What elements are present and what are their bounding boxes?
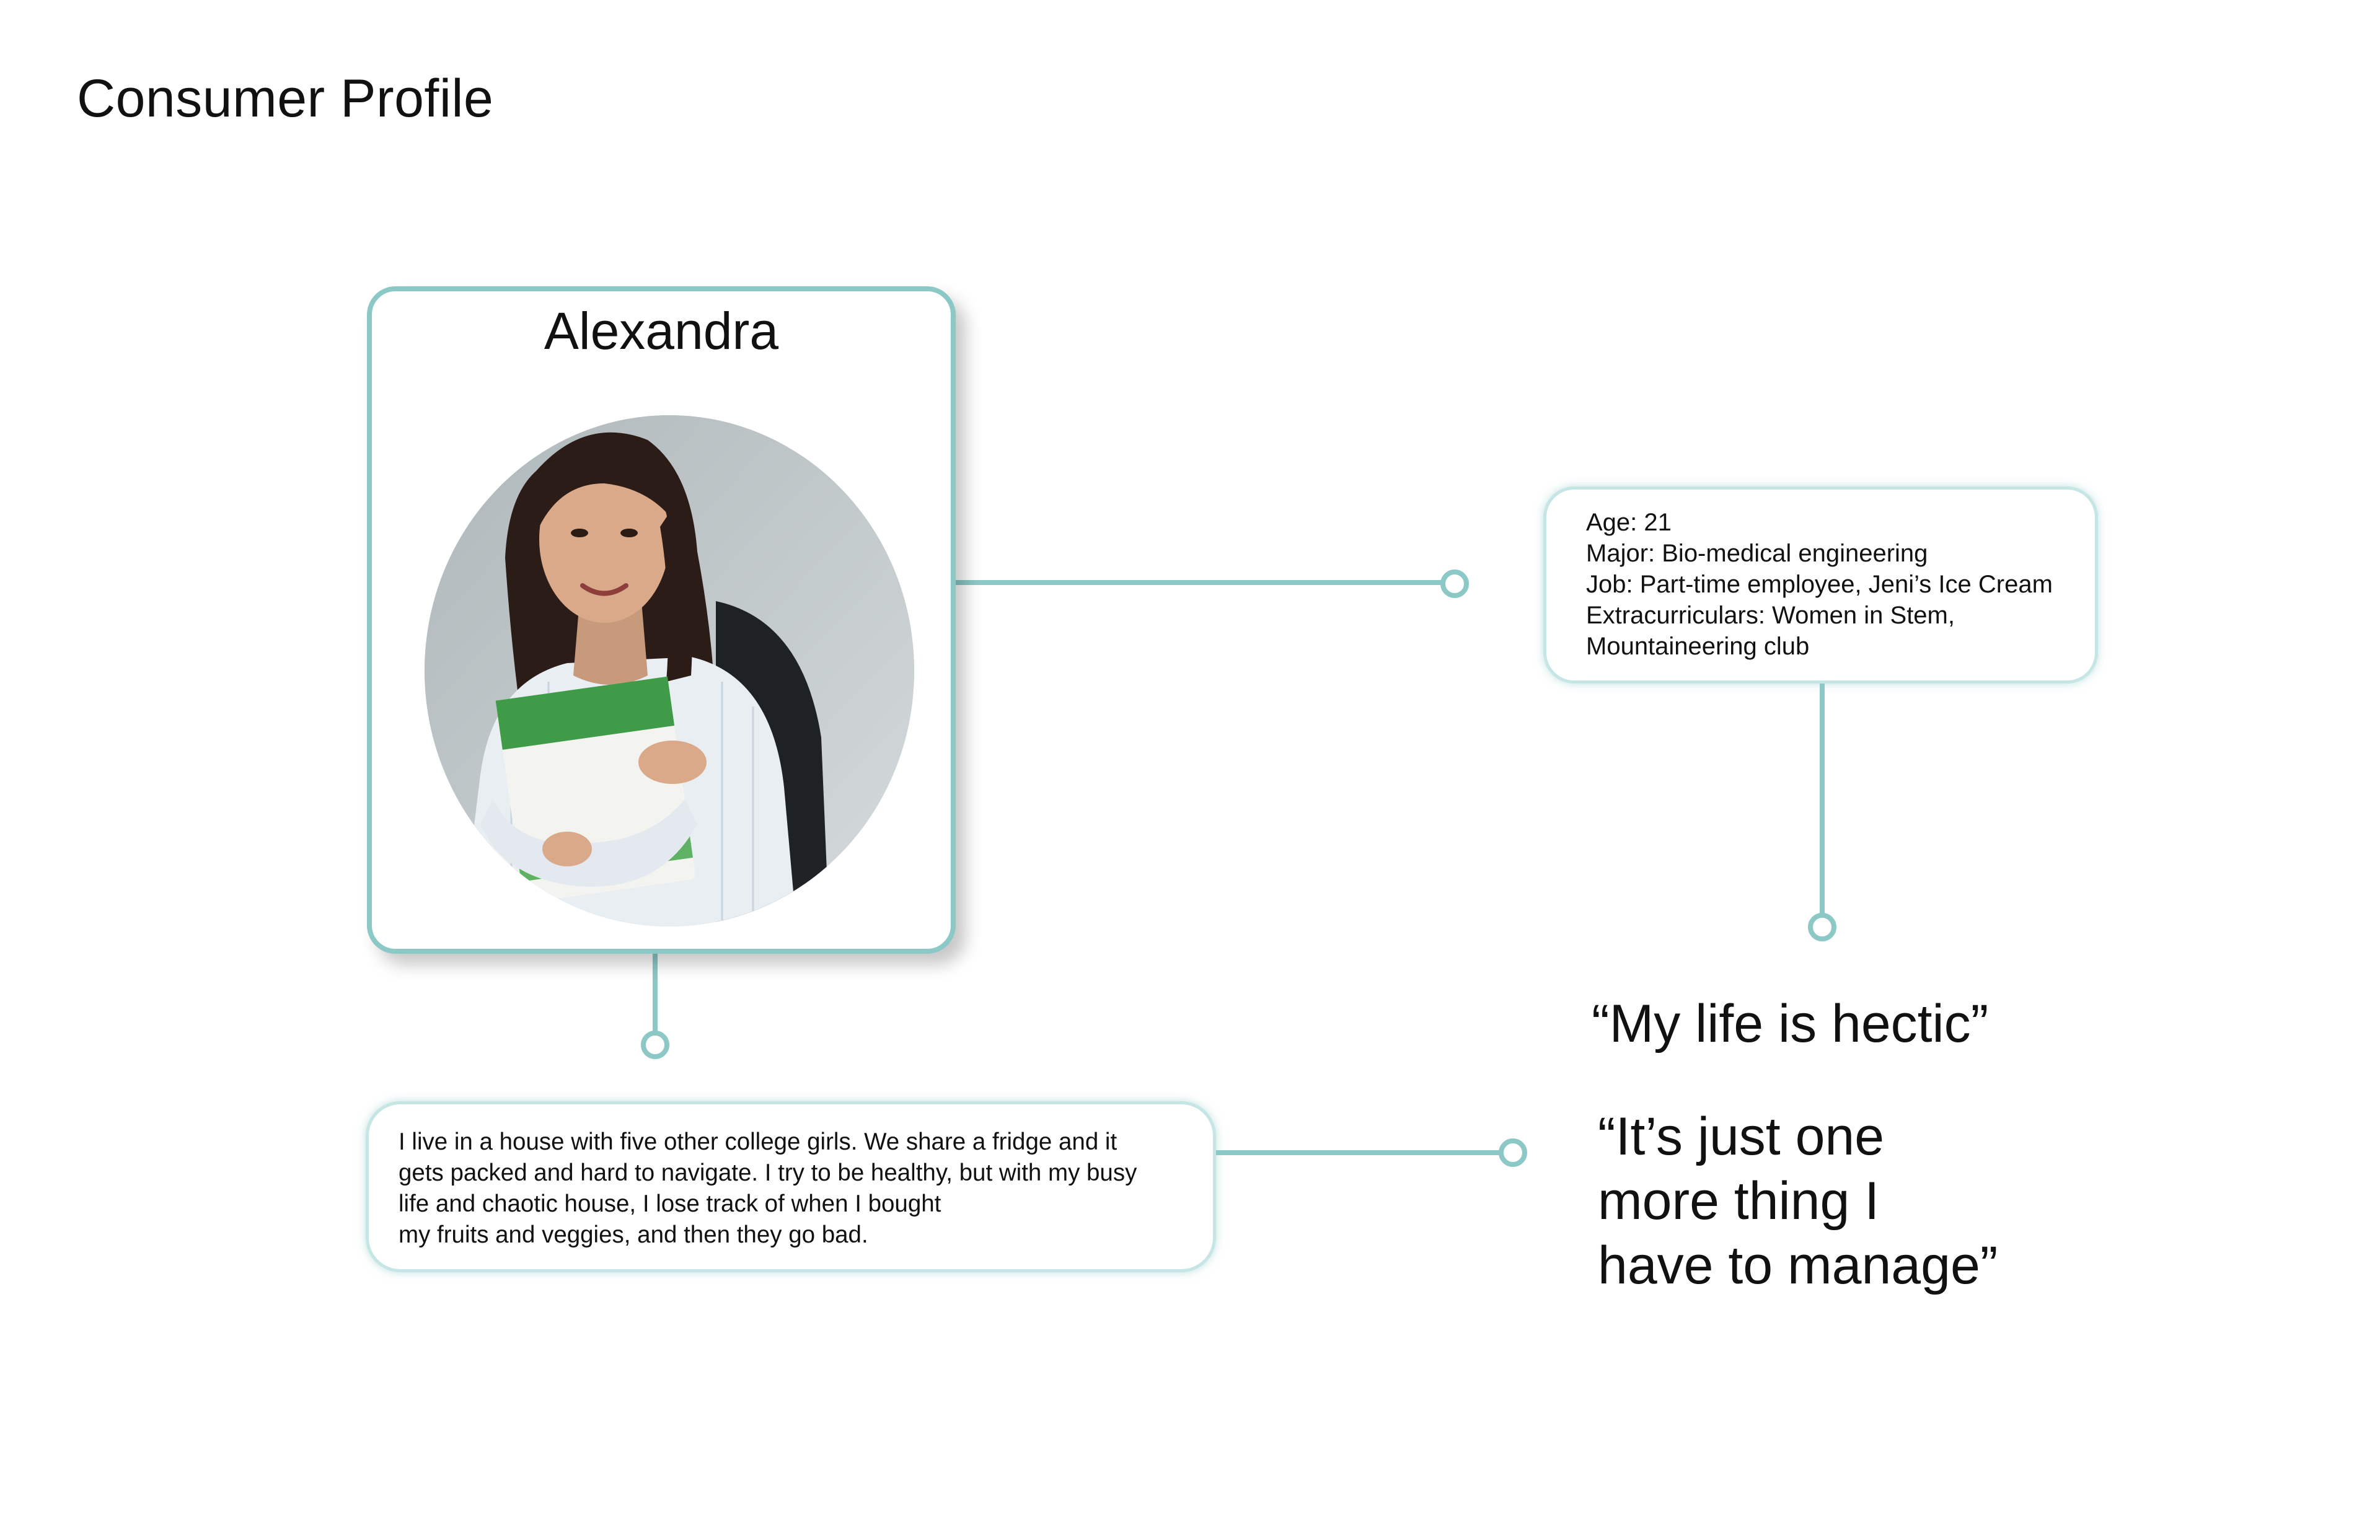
- connector-node-info: [1443, 572, 1466, 596]
- connector-node-story: [643, 1033, 667, 1057]
- quote-manage-line: “It’s just one: [1598, 1107, 1885, 1166]
- story-line: life and chaotic house, I lose track of when I bought: [399, 1190, 941, 1217]
- persona-card: [367, 286, 956, 954]
- persona-photo: [425, 415, 914, 926]
- info-age: Age: 21: [1586, 509, 1672, 536]
- connector-node-quotes: [1501, 1141, 1525, 1164]
- story-box: [366, 1101, 1216, 1272]
- page-title: Consumer Profile: [77, 69, 494, 128]
- info-extracurriculars-cont: Mountaineering club: [1586, 633, 1810, 660]
- quote-manage: [1598, 1104, 1998, 1298]
- quote-manage-line: have to manage”: [1598, 1236, 1998, 1295]
- story-line: I live in a house with five other college girls. We share a fridge and it: [399, 1129, 1117, 1155]
- connector-node-quote: [1810, 915, 1834, 939]
- story-line: gets packed and hard to navigate. I try to be healthy, but with my busy: [399, 1159, 1137, 1186]
- info-major: Major: Bio-medical engineering: [1586, 540, 1928, 567]
- persona-name: Alexandra: [544, 302, 779, 360]
- info-extracurriculars: Extracurriculars: Women in Stem,: [1586, 602, 1955, 629]
- demographics-box: [1543, 486, 2098, 684]
- quote-manage-line: more thing I: [1598, 1171, 1880, 1231]
- student-portrait-photo-icon: [425, 415, 914, 926]
- story-line: my fruits and veggies, and then they go bad.: [399, 1221, 868, 1248]
- quote-hectic: “My life is hectic”: [1592, 994, 1989, 1054]
- info-job: Job: Part-time employee, Jeni’s Ice Cream: [1586, 571, 2053, 598]
